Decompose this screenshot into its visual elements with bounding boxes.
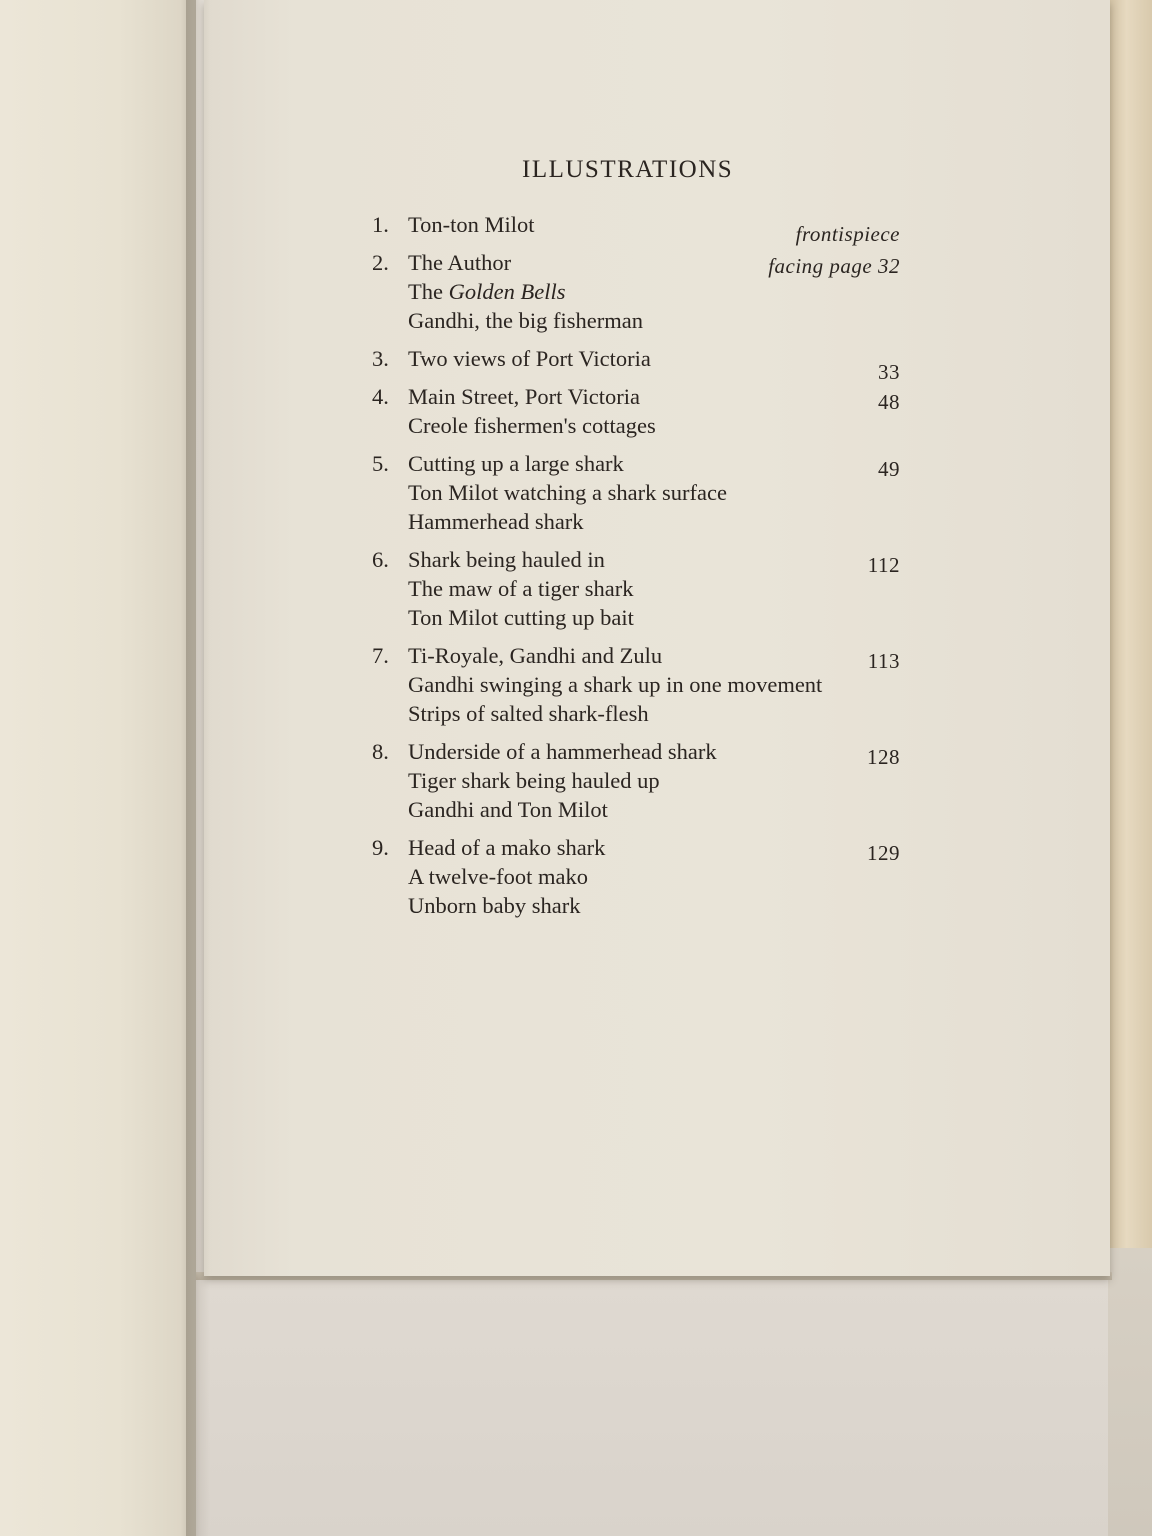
entry-number: 3. (372, 346, 389, 371)
entry-caption: Ton-ton Milot (408, 212, 535, 237)
entry-number: 9. (372, 835, 389, 860)
left-page (0, 0, 196, 1536)
entry-caption: Unborn baby shark (408, 893, 581, 918)
entry-caption: Gandhi, the big fisherman (408, 308, 643, 333)
illustration-entry-3 (372, 344, 912, 384)
illustration-entry-6 (372, 545, 912, 632)
book-cover-edge (1108, 0, 1152, 1250)
illustration-entry-7 (372, 641, 912, 728)
entry-number: 4. (372, 384, 389, 409)
entry-caption: A twelve-foot mako (408, 864, 588, 889)
entry-page-reference: 33 (878, 360, 900, 384)
entry-number: 5. (372, 451, 389, 476)
entry-caption: Two views of Port Victoria (408, 346, 651, 371)
entry-caption: Underside of a hammerhead shark (408, 739, 717, 764)
entry-page-reference: 128 (867, 745, 900, 769)
entry-caption: Strips of salted shark-flesh (408, 701, 649, 726)
entry-caption: Ti-Royale, Gandhi and Zulu (408, 643, 663, 668)
illustration-entry-9 (372, 833, 912, 920)
entry-number: 1. (372, 212, 389, 237)
entry-page-reference: 48 (878, 390, 900, 414)
entry-number: 2. (372, 250, 389, 275)
entry-page-reference: facing page 32 (768, 254, 900, 278)
entry-page-reference: 49 (878, 457, 900, 481)
entry-caption: Hammerhead shark (408, 509, 584, 534)
illustrations-list (372, 210, 912, 929)
entry-caption: The Author (408, 250, 512, 275)
illustration-entry-4 (372, 382, 912, 440)
table-surface (1108, 1248, 1152, 1536)
illustration-entry-5 (372, 449, 912, 536)
entry-caption: The maw of a tiger shark (408, 576, 634, 601)
entry-number: 6. (372, 547, 389, 572)
entry-number: 8. (372, 739, 389, 764)
entry-caption: Ton Milot watching a shark surface (408, 480, 727, 505)
illustration-entry-1 (372, 210, 912, 246)
entry-page-reference: frontispiece (795, 222, 900, 246)
caption-title: Golden Bells (448, 279, 566, 304)
entry-caption: Head of a mako shark (408, 835, 606, 860)
caption-prefix: The (408, 279, 449, 304)
illustration-entry-8 (372, 737, 912, 824)
entry-caption: Tiger shark being hauled up (408, 768, 660, 793)
book-gutter (186, 0, 210, 1536)
illustration-entry-2 (372, 248, 912, 335)
entry-page-reference: 112 (867, 553, 900, 577)
entry-caption: Main Street, Port Victoria (408, 384, 640, 409)
entry-caption: Gandhi swinging a shark up in one movement (408, 672, 823, 697)
entry-caption: Creole fishermen's cottages (408, 413, 656, 438)
entry-caption: Shark being hauled in (408, 547, 605, 572)
entry-number: 7. (372, 643, 389, 668)
page-heading: ILLUSTRATIONS (522, 156, 734, 183)
entry-caption: Cutting up a large shark (408, 451, 624, 476)
entry-caption: Gandhi and Ton Milot (408, 797, 608, 822)
entry-page-reference: 129 (867, 841, 900, 865)
entry-caption (408, 277, 565, 306)
entry-page-reference: 113 (867, 649, 900, 673)
entry-caption: Ton Milot cutting up bait (408, 605, 634, 630)
